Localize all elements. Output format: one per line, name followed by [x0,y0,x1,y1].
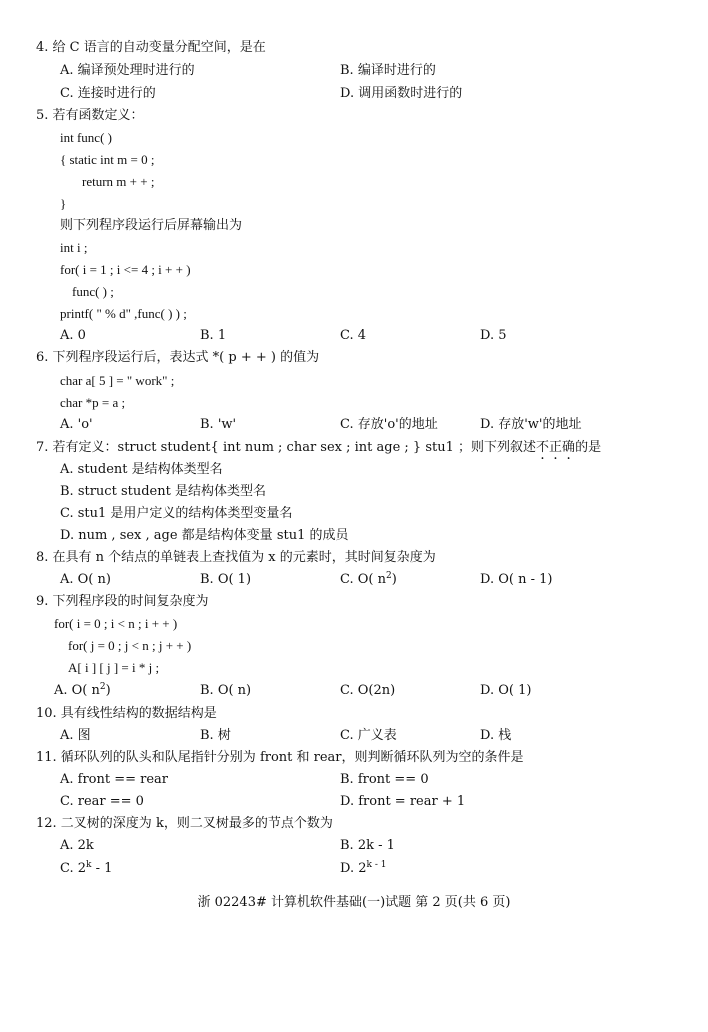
q10-stem: 10. 具有线性结构的数据结构是 [36,706,217,721]
q4-option-a: A. 编译预处理时进行的 [60,63,195,78]
q8-stem: 8. 在具有 n 个结点的单链表上查找值为 x 的元素时，其时间复杂度为 [36,550,436,565]
q5-option-b: B. 1 [200,328,227,343]
q6-option-c: C. 存放'o'的地址 [340,417,438,432]
q7-stem-suffix: 的是 [575,440,602,455]
q7-stem-emphasis-2: 正 [549,440,563,455]
q12-option-c [60,861,112,877]
q11-stem: 11. 循环队列的队头和队尾指针分别为 front 和 rear，则判断循环队列为空的条件是 [36,750,524,765]
q7-option-c: C. stu1 是用户定义的结构体类型变量名 [60,506,293,521]
q5-option-a: A. 0 [60,328,86,343]
q12-option-b: B. 2k - 1 [340,838,395,853]
q9-option-a-close: ) [105,683,111,698]
q9-option-d: D. O( 1) [480,683,532,698]
q11-option-c: C. rear == 0 [60,794,144,809]
q12-option-d-base: D. 2 [340,861,367,876]
q7-option-a: A. student 是结构体类型名 [60,462,223,477]
q12-stem: 12. 二叉树的深度为 k，则二叉树最多的节点个数为 [36,816,333,831]
q5-lead-text: 则下列程序段运行后屏幕输出为 [60,218,243,233]
q7-option-b: B. struct student 是结构体类型名 [60,484,266,499]
page-footer: 浙 02243# 计算机软件基础(一)试题 第 2 页(共 6 页) [197,895,511,910]
q5-code-line-5: int i ; [60,240,88,255]
q9-option-c: C. O(2n) [340,683,396,698]
q7-stem-prefix: 7. 若有定义：struct student{ int num ; char sex ; int age ; } stu1 ；则下列叙述 [36,440,537,455]
q10-option-c: C. 广义表 [340,728,397,743]
q9-option-a-base: A. O( n [54,683,100,698]
q5-option-d: D. 5 [480,328,507,343]
q5-code-line-1: int func( ) [60,130,112,145]
q8-option-c-exponent: 2 [385,571,392,581]
q7-stem-emphasis-1: 不 [536,440,550,455]
q5-code-line-4: } [60,196,67,211]
q9-stem: 9. 下列程序段的时间复杂度为 [36,594,209,609]
q12-option-a: A. 2k [60,838,94,853]
q5-code-line-8: printf( " % d" ,func( ) ) ; [60,306,187,321]
q4-option-b: B. 编译时进行的 [340,63,436,78]
q4-stem: 4. 给 C 语言的自动变量分配空间，是在 [36,40,266,55]
q8-option-d: D. O( n - 1) [480,572,553,587]
q7-option-d: D. num , sex , age 都是结构体变量 stu1 的成员 [60,528,349,543]
q5-code-line-3: return m + + ; [82,174,155,189]
q12-option-d-exponent: k - 1 [366,860,387,870]
q8-option-c [340,572,397,588]
q12-option-d [340,861,386,877]
q8-option-c-base: C. O( n [340,572,386,587]
q6-code-line-2: char *p = a ; [60,395,126,410]
q6-stem: 6. 下列程序段运行后，表达式 *( p + + ) 的值为 [36,350,320,365]
q5-code-line-2: { static int m = 0 ; [60,152,155,167]
q7-stem-emphasis-3: 确 [562,440,576,455]
q9-code-line-3: A[ i ] [ j ] = i * j ; [68,660,160,675]
q6-option-b: B. 'w' [200,417,237,432]
q8-option-a: A. O( n) [60,572,111,587]
q6-option-d: D. 存放'w'的地址 [480,417,582,432]
q4-option-d: D. 调用函数时进行的 [340,86,463,101]
q4-option-c: C. 连接时进行的 [60,86,156,101]
q5-option-c: C. 4 [340,328,367,343]
q9-code-line-1: for( i = 0 ; i < n ; i + + ) [54,616,178,631]
q9-option-b: B. O( n) [200,683,252,698]
q12-option-c-rest: - 1 [91,861,113,876]
q10-option-a: A. 图 [60,728,91,743]
q6-option-a: A. 'o' [60,417,93,432]
q10-option-d: D. 栈 [480,728,512,743]
q9-option-a-exponent: 2 [99,682,106,692]
q11-option-b: B. front == 0 [340,772,429,787]
q6-code-line-1: char a[ 5 ] = " work" ; [60,373,175,388]
q8-option-b: B. O( 1) [200,572,252,587]
q5-stem: 5. 若有函数定义： [36,108,144,123]
q11-option-d: D. front = rear + 1 [340,794,466,809]
q12-option-c-base: C. 2 [60,861,87,876]
q9-code-line-2: for( j = 0 ; j < n ; j + + ) [68,638,192,653]
q10-option-b: B. 树 [200,728,231,743]
q7-stem [36,440,601,456]
q11-option-a: A. front == rear [60,772,169,787]
q12-option-c-exponent: k [86,860,92,870]
q5-code-line-7: func( ) ; [72,284,114,299]
q5-code-line-6: for( i = 1 ; i <= 4 ; i + + ) [60,262,191,277]
q8-option-c-close: ) [391,572,397,587]
q9-option-a [54,683,111,699]
